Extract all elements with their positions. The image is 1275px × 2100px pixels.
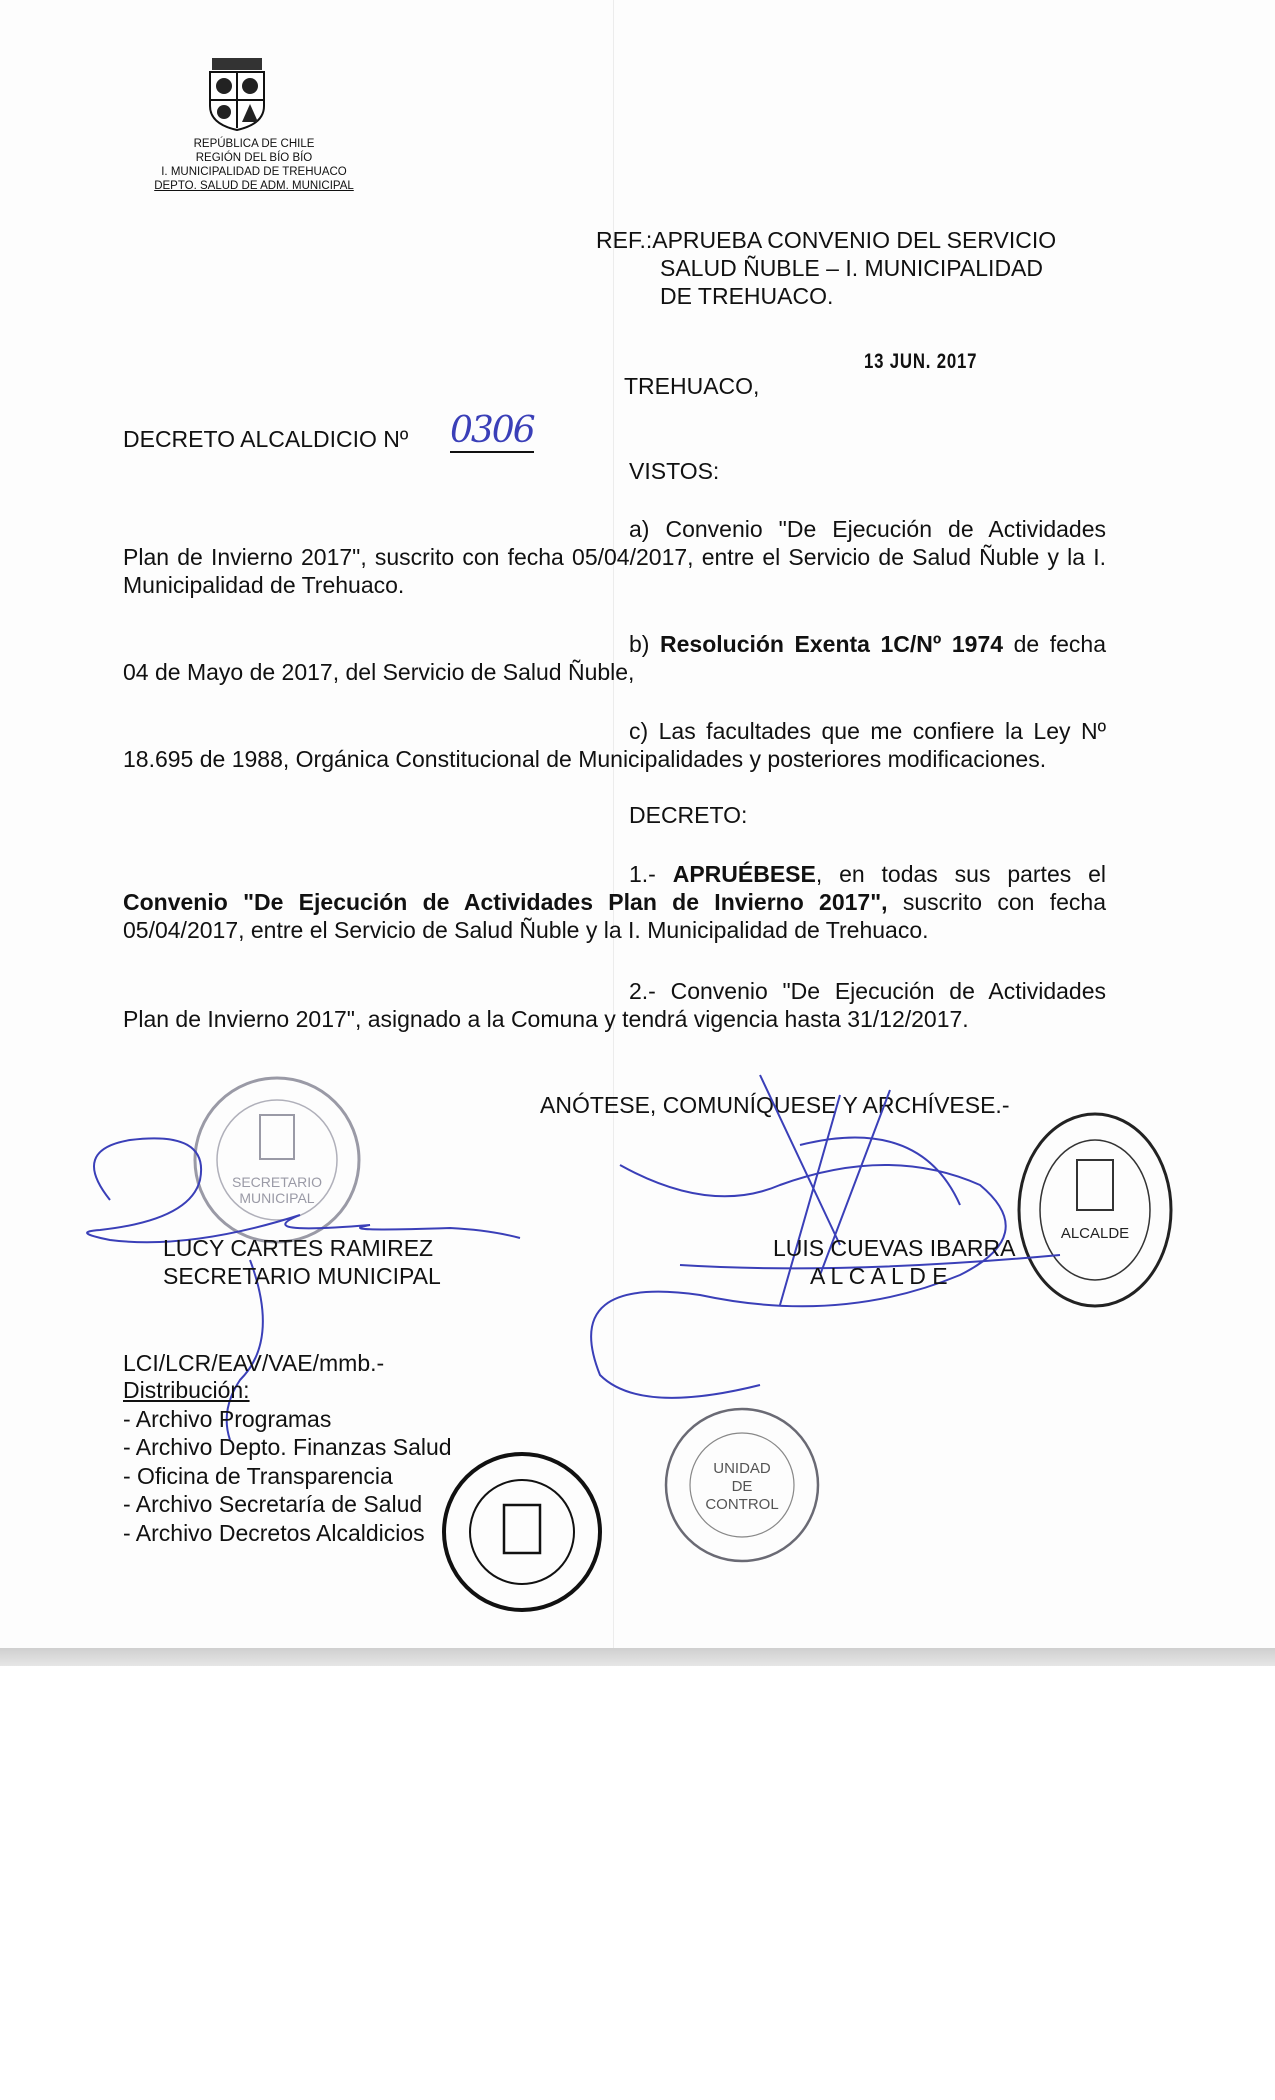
a1-rest: suscrito con fecha 05/04/2017, entre el Servicio de Salud Ñuble y la I. Municipalidad de Trehuaco. (123, 889, 1107, 943)
list-item: - Archivo Secretaría de Salud (123, 1491, 423, 1517)
decree-number-handwritten: 0306 (450, 410, 534, 451)
a1-prefix: 1.- (629, 861, 673, 887)
vistos-a: a) Convenio "De Ejecución de Actividades Plan de Invierno 2017", suscrito con fecha 05/04/2017, entre el Servicio de Salud Ñuble y la I. Municipalidad de Trehuaco. (123, 516, 1106, 598)
scan-edge (0, 1648, 1275, 1666)
ref-line: DE TREHUACO. (660, 283, 834, 309)
control-stamp (662, 1405, 822, 1565)
svg-text:CONTROL: CONTROL (705, 1496, 779, 1513)
header-line: I. MUNICIPALIDAD DE TREHUACO (161, 166, 347, 178)
decree-label-text: DECRETO ALCALDICIO Nº (123, 426, 409, 452)
header-line: REGIÓN DEL BÍO BÍO (195, 152, 313, 164)
article-1 (123, 860, 1106, 944)
initials: LCI/LCR/EAV/VAE/mmb.- (123, 1350, 385, 1376)
b-bold: Resolución Exenta 1C/Nº 1974 (660, 631, 1004, 657)
distribution-title: Distribución: (123, 1377, 250, 1403)
list-item: - Oficina de Transparencia (123, 1462, 393, 1489)
svg-text:SECRETARIO: SECRETARIO (232, 1174, 322, 1190)
b-rest: de fecha 04 de Mayo de 2017, del Servicio de Salud Ñuble, (123, 631, 1107, 685)
a1-bold: APRUÉBESE (672, 861, 816, 887)
secretary-title: SECRETARIO MUNICIPAL (163, 1263, 441, 1289)
secretary-name: LUCY CARTES RAMIREZ (163, 1235, 434, 1261)
distribution-list (123, 1376, 452, 1547)
a1-mid: , en todas sus partes el (815, 861, 1106, 887)
b-prefix: b) (629, 631, 661, 657)
date-stamp: 13 JUN. 2017 (864, 350, 978, 373)
list-item: - Archivo Decretos Alcaldicios (123, 1519, 425, 1546)
decree-label (123, 425, 408, 453)
article-2: 2.- Convenio "De Ejecución de Actividades Plan de Invierno 2017", asignado a la Comuna y tendrá vigencia hasta 31/12/2017. (123, 978, 1106, 1032)
vistos-c: c) Las facultades que me confiere la Ley Nº 18.695 de 1988, Orgánica Constitucional de Municipalidades y posteriores modificaciones. (123, 718, 1106, 772)
ref-line: REF.:APRUEBA CONVENIO DEL SERVICIO (596, 227, 1057, 253)
header-line: REPÚBLICA DE CHILE (193, 138, 315, 150)
closing: ANÓTESE, COMUNÍQUESE Y ARCHÍVESE.- (540, 1092, 1010, 1118)
list-item: - Archivo Depto. Finanzas Salud (123, 1434, 452, 1460)
svg-text:MUNICIPAL: MUNICIPAL (239, 1190, 315, 1206)
institution-header (154, 137, 354, 193)
reference-block (596, 226, 1056, 310)
list-item: - Archivo Programas (123, 1405, 332, 1432)
place: TREHUACO, (624, 373, 760, 399)
a1-bold2: Convenio "De Ejecución de Actividades Plan de Invierno 2017", (123, 889, 888, 915)
mayor-name: LUIS CUEVAS IBARRA (773, 1235, 1016, 1261)
vistos-b (123, 630, 1106, 686)
svg-text:UNIDAD: UNIDAD (713, 1460, 771, 1477)
ref-line: SALUD ÑUBLE – I. MUNICIPALIDAD (660, 255, 1044, 281)
svg-text:DE: DE (731, 1478, 753, 1495)
municipal-stamp (440, 1450, 605, 1615)
coat-of-arms-logo (204, 56, 270, 132)
header-line: DEPTO. SALUD DE ADM. MUNICIPAL (154, 180, 354, 192)
vistos-title: VISTOS: (629, 458, 720, 484)
decreto-title: DECRETO: (629, 802, 748, 828)
mayor-title: A L C A L D E (810, 1263, 948, 1289)
svg-text:ALCALDE: ALCALDE (1060, 1225, 1130, 1242)
